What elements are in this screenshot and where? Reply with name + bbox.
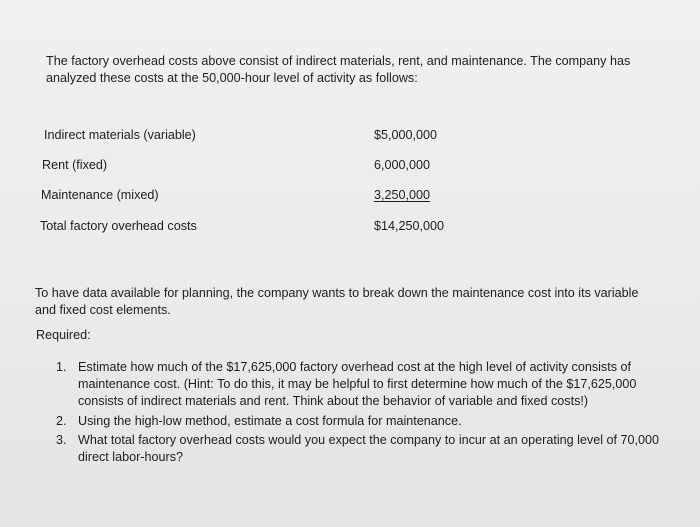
cost-amount: 3,250,000	[374, 188, 431, 202]
requirement-text: Using the high-low method, estimate a cost formula for maintenance.	[78, 414, 462, 428]
cost-label: Indirect materials (variable)	[44, 128, 196, 142]
requirement-item	[52, 413, 672, 430]
requirement-item	[52, 432, 672, 466]
requirement-number: 2.	[56, 414, 67, 428]
required-heading: Required:	[36, 328, 91, 342]
requirement-number: 3.	[56, 433, 67, 447]
cost-row-total	[0, 219, 700, 237]
cost-row-indirect-materials	[0, 128, 700, 146]
cost-amount: $5,000,000	[374, 128, 438, 142]
cost-amount: $14,250,000	[374, 219, 445, 233]
cost-amount: 6,000,000	[374, 158, 431, 172]
cost-row-rent	[0, 158, 700, 176]
intro-paragraph: The factory overhead costs above consist of indirect materials, rent, and maintenance. The company has analyzed these costs at the 50,000-hour level of activity as follows:	[46, 54, 631, 85]
cost-label: Total factory overhead costs	[40, 219, 197, 233]
requirement-item	[52, 359, 672, 410]
purpose-paragraph: To have data available for planning, the company wants to break down the maintenance cost into its variable and fixed cost elements.	[35, 286, 639, 317]
cost-row-maintenance	[0, 188, 700, 206]
cost-label: Maintenance (mixed)	[41, 188, 159, 202]
requirement-text: What total factory overhead costs would you expect the company to incur at an operating level of 70,000 direct labor-hours?	[78, 433, 660, 464]
requirement-number: 1.	[56, 360, 67, 374]
requirements-list	[52, 359, 672, 466]
requirement-text: Estimate how much of the $17,625,000 factory overhead cost at the high level of activity consists of maintenance cost. (Hint: To do this, it may be helpful to first determine how much of the $17,625,000 consists of indirect materials and rent. Think about the behavior of variable and fixed costs!)	[78, 360, 637, 408]
cost-label: Rent (fixed)	[42, 158, 108, 172]
